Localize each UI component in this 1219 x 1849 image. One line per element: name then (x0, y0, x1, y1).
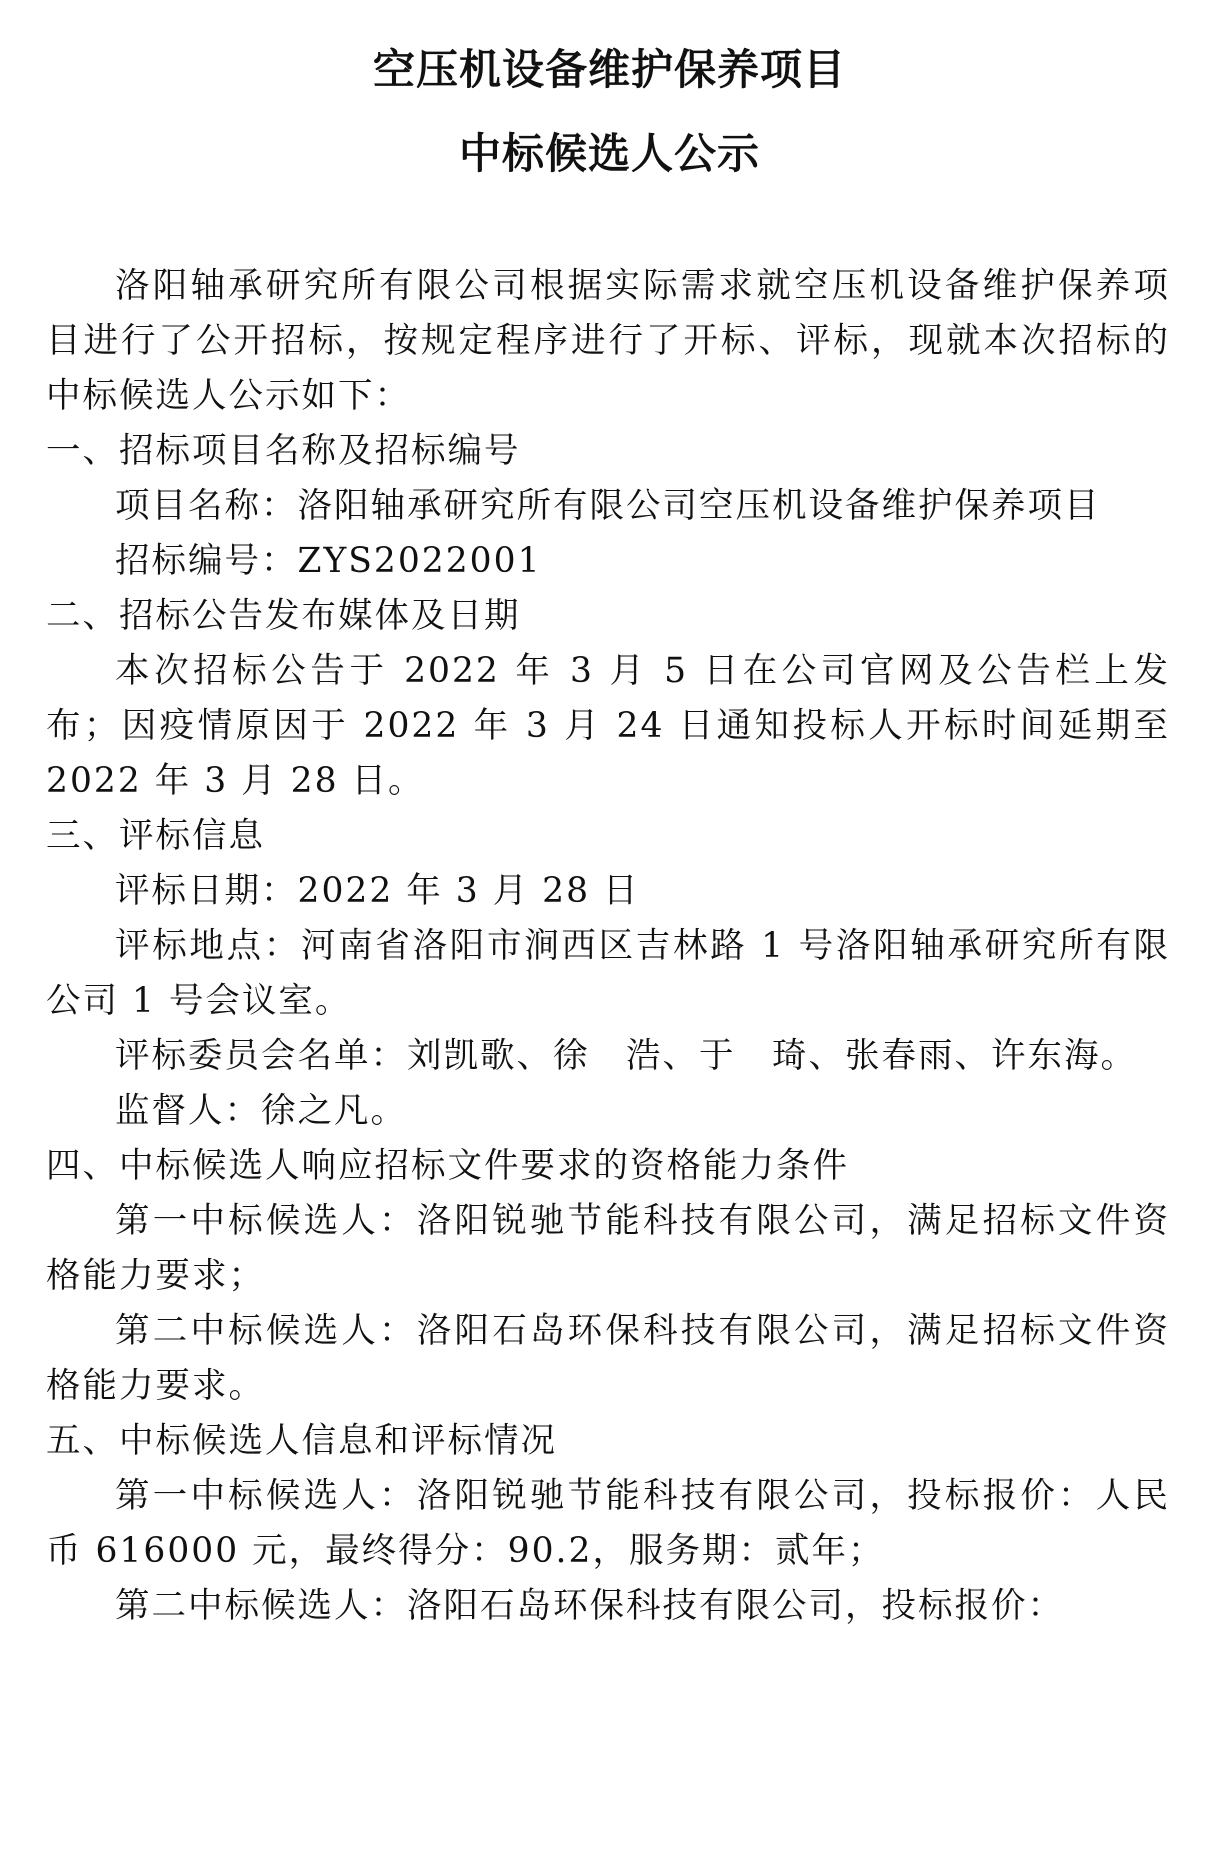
intro-paragraph: 洛阳轴承研究所有限公司根据实际需求就空压机设备维护保养项目进行了公开招标，按规定程序进行了开标、评标，现就本次招标的中标候选人公示如下： (46, 266, 1170, 416)
supervisor-paragraph: 监督人：徐之凡。 (115, 1091, 407, 1131)
committee-list-paragraph: 评标委员会名单：刘凯歌、徐 浩、于 琦、张春雨、许东海。 (115, 1036, 1137, 1076)
project-name-paragraph: 项目名称：洛阳轴承研究所有限公司空压机设备维护保养项目 (115, 486, 1101, 526)
tender-number-paragraph: 招标编号：ZYS2022001 (115, 541, 542, 581)
evaluation-location-paragraph: 评标地点：河南省洛阳市涧西区吉林路 1 号洛阳轴承研究所有限公司 1 号会议室。 (46, 926, 1170, 1021)
section-heading-4: 四、中标候选人响应招标文件要求的资格能力条件 (46, 1146, 849, 1186)
document-subtitle: 中标候选人公示 (458, 129, 760, 178)
section-heading-5: 五、中标候选人信息和评标情况 (46, 1421, 557, 1461)
document-body (46, 259, 1170, 1634)
section-heading-1: 一、招标项目名称及招标编号 (46, 431, 521, 471)
candidate-1-evaluation: 第一中标候选人：洛阳锐驰节能科技有限公司，投标报价：人民币 616000 元，最终得分：90.2，服务期：贰年； (46, 1476, 1170, 1571)
candidate-2-qualification: 第二中标候选人：洛阳石岛环保科技有限公司，满足招标文件资格能力要求。 (46, 1311, 1170, 1406)
section-heading-2: 二、招标公告发布媒体及日期 (46, 596, 521, 636)
evaluation-date-paragraph: 评标日期：2022 年 3 月 28 日 (115, 871, 640, 911)
section-heading-3: 三、评标信息 (46, 816, 265, 856)
candidate-1-qualification: 第一中标候选人：洛阳锐驰节能科技有限公司，满足招标文件资格能力要求； (46, 1201, 1170, 1296)
announcement-date-paragraph: 本次招标公告于 2022 年 3 月 5 日在公司官网及公告栏上发布；因疫情原因于 2022 年 3 月 24 日通知投标人开标时间延期至 2022 年 3 月 28 日。 (46, 651, 1170, 801)
document-title: 空压机设备维护保养项目 (372, 45, 846, 94)
candidate-2-evaluation: 第二中标候选人：洛阳石岛环保科技有限公司，投标报价： (115, 1586, 1064, 1626)
